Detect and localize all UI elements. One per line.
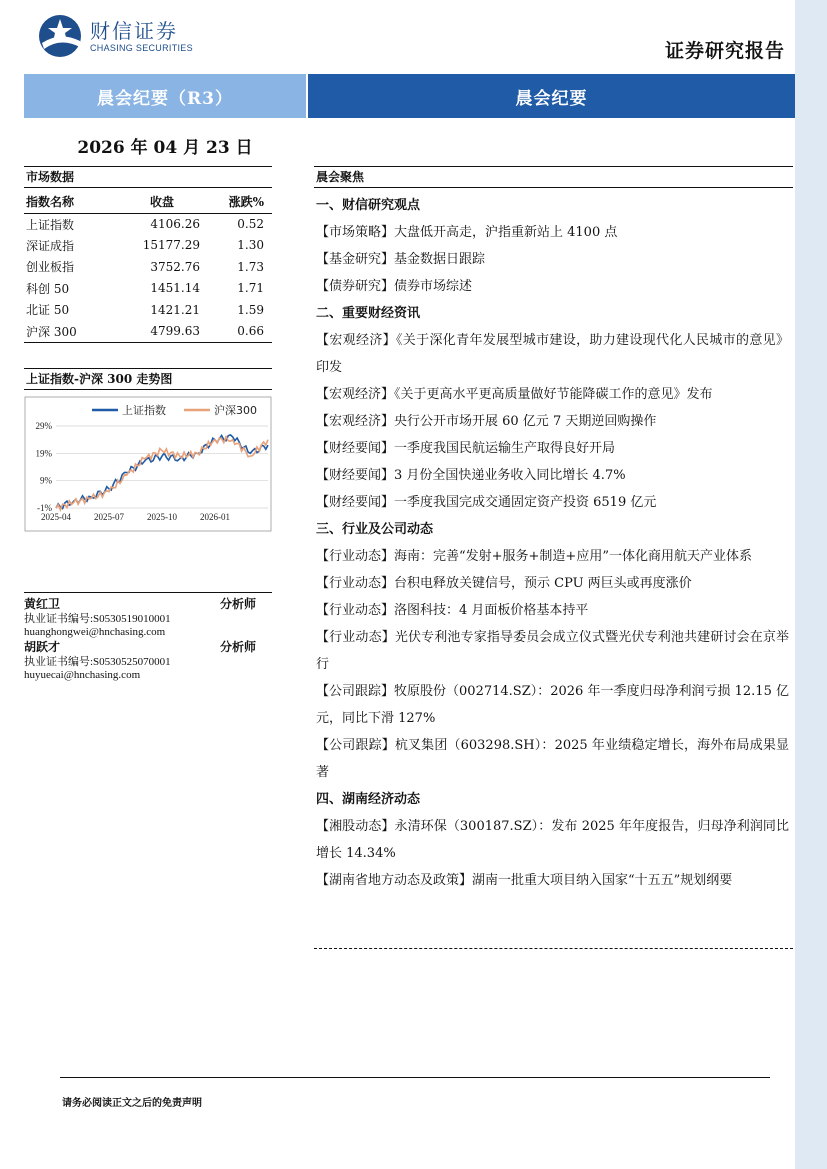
focus-item[interactable]: 【行业动态】台积电释放关键信号，预示 CPU 两巨头或再度涨价 bbox=[316, 576, 692, 591]
focus-section-heading: 三、行业及公司动态 bbox=[316, 522, 434, 537]
index-change: 0.66 bbox=[210, 321, 272, 343]
brand-name-cn: 财信证券 bbox=[90, 19, 178, 43]
report-type: 证券研究报告 bbox=[664, 40, 785, 62]
x-tick-label: 2026-01 bbox=[200, 512, 230, 522]
index-close: 4106.26 bbox=[150, 217, 200, 231]
index-close: 4799.63 bbox=[124, 321, 210, 343]
focus-item[interactable]: 【公司跟踪】杭叉集团（603298.SH）：2025 年业绩稳定增长，海外布局成果显著 bbox=[316, 738, 789, 780]
analyst-row bbox=[24, 596, 272, 613]
disclaimer-notice: 请务必阅读正文之后的免责声明 bbox=[62, 1098, 202, 1109]
table-row bbox=[24, 299, 272, 321]
focus-end-divider bbox=[314, 948, 793, 949]
focus-item[interactable]: 【行业动态】光伏专利池专家指导委员会成立仪式暨光伏专利池共建研讨会在京举行 bbox=[316, 630, 789, 672]
focus-item[interactable]: 【湘股动态】永清环保（300187.SZ）：发布 2025 年年度报告，归母净利润同比增长 14.34% bbox=[316, 819, 789, 861]
focus-item[interactable]: 【宏观经济】《关于更高水平更高质量做好节能降碳工作的意见》发布 bbox=[316, 387, 713, 402]
trend-chart-heading: 上证指数-沪深 300 走势图 bbox=[24, 368, 272, 390]
index-change: 1.59 bbox=[237, 302, 264, 317]
legend-label: 沪深300 bbox=[214, 404, 257, 417]
index-close: 15177.29 bbox=[142, 238, 200, 253]
col-header-name: 指数名称 bbox=[24, 191, 124, 213]
trend-chart bbox=[24, 396, 272, 532]
index-name: 科创 50 bbox=[26, 281, 70, 296]
y-tick-label: 29% bbox=[35, 421, 52, 431]
analyst-role: 分析师 bbox=[219, 640, 256, 654]
focus-body bbox=[316, 192, 789, 894]
analyst-name: 胡跃才 bbox=[24, 640, 61, 654]
market-table-header bbox=[24, 191, 272, 213]
table-row bbox=[24, 278, 272, 300]
index-change: 1.30 bbox=[237, 238, 264, 253]
focus-item[interactable]: 【基金研究】基金数据日跟踪 bbox=[316, 252, 486, 267]
index-change: 1.71 bbox=[237, 281, 264, 296]
focus-item[interactable]: 【市场策略】大盘低开高走，沪指重新站上 4100 点 bbox=[316, 225, 618, 240]
banner-right: 晨会纪要 bbox=[308, 74, 795, 118]
index-name: 沪深 300 bbox=[24, 321, 124, 343]
focus-section-heading: 一、财信研究观点 bbox=[316, 198, 421, 213]
y-tick-label: 19% bbox=[35, 448, 52, 459]
focus-item[interactable]: 【债券研究】债券市场综述 bbox=[316, 279, 473, 294]
focus-item[interactable]: 【行业动态】洛图科技：4 月面板价格基本持平 bbox=[316, 603, 589, 618]
market-data-heading: 市场数据 bbox=[24, 166, 272, 188]
index-close: 1421.21 bbox=[150, 302, 200, 317]
analyst-row bbox=[24, 639, 272, 656]
analyst-name: 黄红卫 bbox=[24, 597, 61, 611]
index-change: 1.73 bbox=[237, 259, 264, 274]
index-name: 北证 50 bbox=[26, 303, 70, 318]
focus-item[interactable]: 【湖南省地方动态及政策】湖南一批重大项目纳入国家“十五五”规划纲要 bbox=[316, 873, 733, 888]
index-close: 1451.14 bbox=[150, 281, 200, 296]
report-date: 2026 年 04 月 23 日 bbox=[77, 138, 253, 158]
y-tick-label: 9% bbox=[40, 475, 52, 486]
focus-item[interactable]: 【宏观经济】《关于深化青年发展型城市建设，助力建设现代化人民城市的意见》印发 bbox=[316, 333, 789, 375]
analyst-cert: 执业证书编号:S0530525070001 bbox=[24, 656, 171, 668]
chart-frame bbox=[25, 397, 271, 531]
index-name: 创业板指 bbox=[26, 260, 75, 275]
table-row bbox=[24, 321, 272, 343]
side-stripe bbox=[795, 0, 827, 1169]
focus-item[interactable]: 【财经要闻】3 月份全国快递业务收入同比增长 4.7% bbox=[316, 468, 626, 483]
index-name: 上证指数 bbox=[26, 217, 75, 232]
col-header-chg: 涨跌% bbox=[210, 191, 272, 213]
analyst-cert: 执业证书编号:S0530519010001 bbox=[24, 613, 171, 625]
focus-item[interactable]: 【宏观经济】央行公开市场开展 60 亿元 7 天期逆回购操作 bbox=[316, 414, 657, 429]
focus-heading: 晨会聚焦 bbox=[314, 166, 793, 188]
brand-name-en: CHASING SECURITIES bbox=[90, 43, 193, 53]
focus-section-heading: 二、重要财经资讯 bbox=[316, 306, 421, 321]
x-tick-label: 2025-07 bbox=[94, 512, 124, 522]
y-tick-label: -1% bbox=[37, 503, 52, 513]
legend-label: 上证指数 bbox=[122, 404, 166, 417]
analyst-email[interactable]: huanghongwei@hnchasing.com bbox=[24, 626, 166, 638]
index-name: 深证成指 bbox=[26, 238, 75, 253]
focus-item[interactable]: 【财经要闻】一季度我国完成交通固定资产投资 6519 亿元 bbox=[316, 495, 657, 510]
focus-section-heading: 四、湖南经济动态 bbox=[316, 792, 421, 807]
col-header-close: 收盘 bbox=[124, 191, 210, 213]
brand-logo bbox=[36, 13, 193, 59]
trend-chart-svg bbox=[24, 396, 272, 532]
index-close: 3752.76 bbox=[150, 259, 200, 274]
analyst-block bbox=[24, 592, 272, 682]
analyst-role: 分析师 bbox=[219, 597, 256, 611]
brand-logo-icon bbox=[36, 13, 84, 59]
x-tick-label: 2025-10 bbox=[147, 512, 177, 522]
market-table bbox=[24, 191, 272, 343]
x-tick-label: 2025-04 bbox=[41, 512, 71, 522]
banner-left: 晨会纪要（R3） bbox=[24, 74, 306, 118]
focus-item[interactable]: 【公司跟踪】牧原股份（002714.SZ）：2026 年一季度归母净利润亏损 12.15 亿元，同比下滑 127% bbox=[316, 684, 789, 726]
table-row bbox=[24, 235, 272, 257]
focus-item[interactable]: 【行业动态】海南：完善“发射+服务+制造+应用”一体化商用航天产业体系 bbox=[316, 549, 752, 564]
index-change: 0.52 bbox=[237, 217, 264, 231]
analyst-email[interactable]: huyuecai@hnchasing.com bbox=[24, 669, 141, 681]
table-row bbox=[24, 256, 272, 278]
table-row bbox=[24, 213, 272, 235]
focus-item[interactable]: 【财经要闻】一季度我国民航运输生产取得良好开局 bbox=[316, 441, 616, 456]
footer-divider bbox=[60, 1077, 770, 1078]
